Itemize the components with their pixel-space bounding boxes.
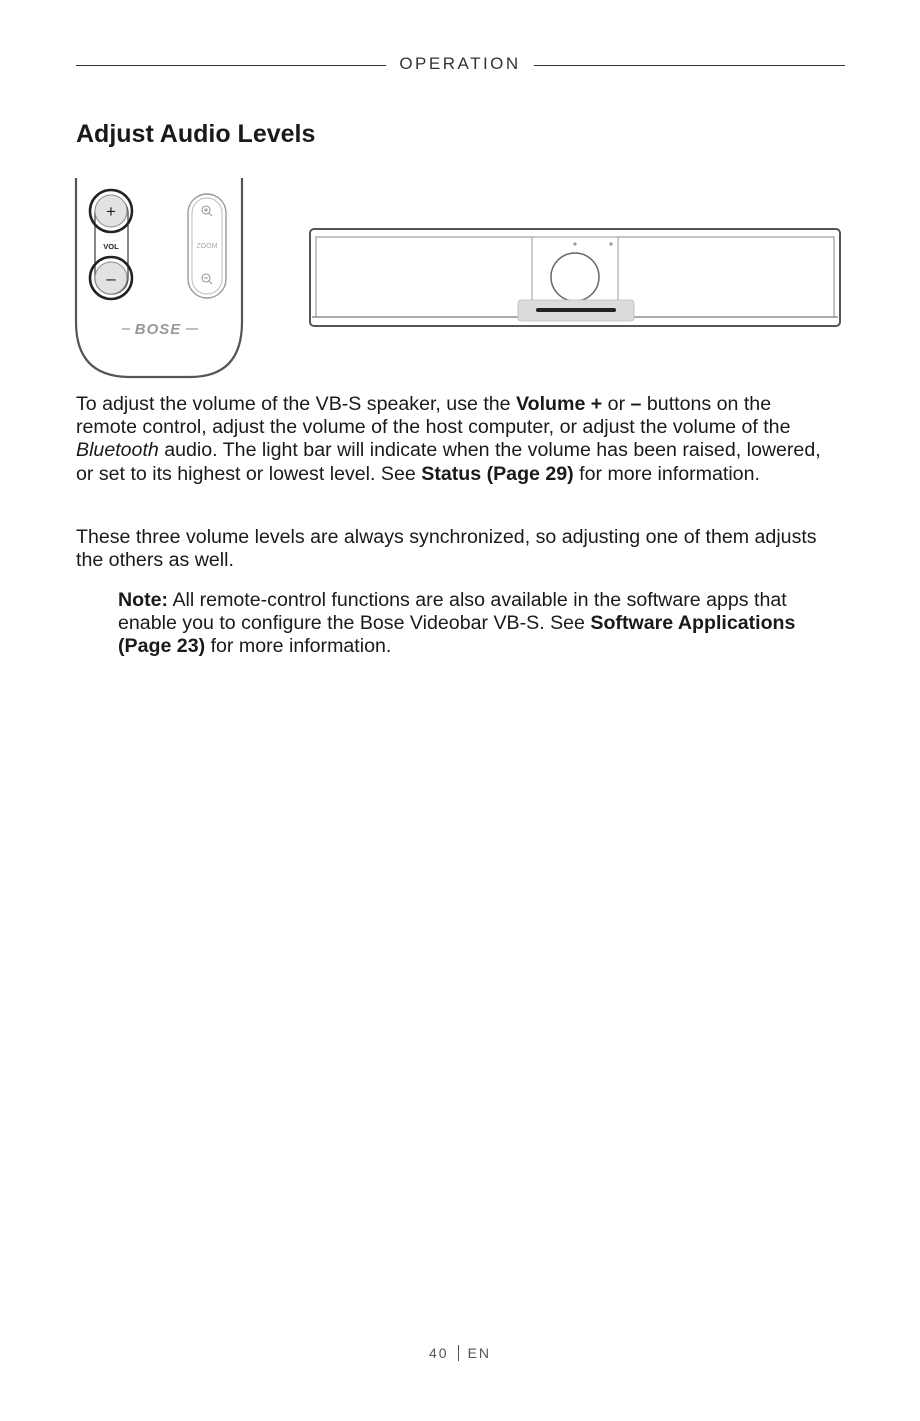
status-page-link[interactable]: Status (Page 29) [421,462,574,485]
zoom-in-icon [202,206,212,216]
light-bar [536,308,616,312]
zoom-label: ZOOM [196,243,218,250]
remote-control-illustration [70,172,250,384]
svg-text:–: – [106,269,116,288]
zoom-out-icon [202,274,212,284]
minus-term: – [630,393,642,415]
svg-text:+: + [106,202,116,221]
software-applications-link[interactable]: Software Applications (Page 23) [118,612,796,658]
bose-logo: BOSE [134,321,182,338]
page-footer [0,1345,920,1361]
header-rule-right [534,65,845,66]
zoom-rocker [188,194,226,298]
vol-plus-button [90,190,132,232]
page-number: 40 [428,1345,449,1361]
vol-minus-button [90,257,132,299]
paragraph-sync: These three volume levels are always synchronized, so adjusting one of them adjusts the others as well. [76,526,817,572]
paragraph-volume: To adjust the volume of the VB-S speaker, use the Volume + or – buttons on the remote control, adjust the volume of the host computer, or adjust the volume of the Bluetooth audio. The light bar will indicate when the volume has been raised, lowered, or set to its highest or lowest level. See Status (Page 29) for more information. [76,393,821,485]
page-title: Adjust Audio Levels [76,120,316,148]
section-label: OPERATION [399,54,521,73]
bluetooth-term: Bluetooth [76,439,159,462]
language-code: EN [467,1345,492,1361]
footer-separator [458,1345,459,1361]
header-rule-left [76,65,386,66]
note-label: Note: [118,589,169,611]
camera-lens [551,253,599,301]
note-block: Note: All remote-control functions are also available in the software apps that enable you to configure the Bose Videobar VB-S. See Software Applications (Page 23) for more information. [118,589,796,658]
vol-label: VOL [103,242,119,251]
volume-plus-term: Volume + [516,393,603,415]
videobar-illustration [306,225,846,335]
